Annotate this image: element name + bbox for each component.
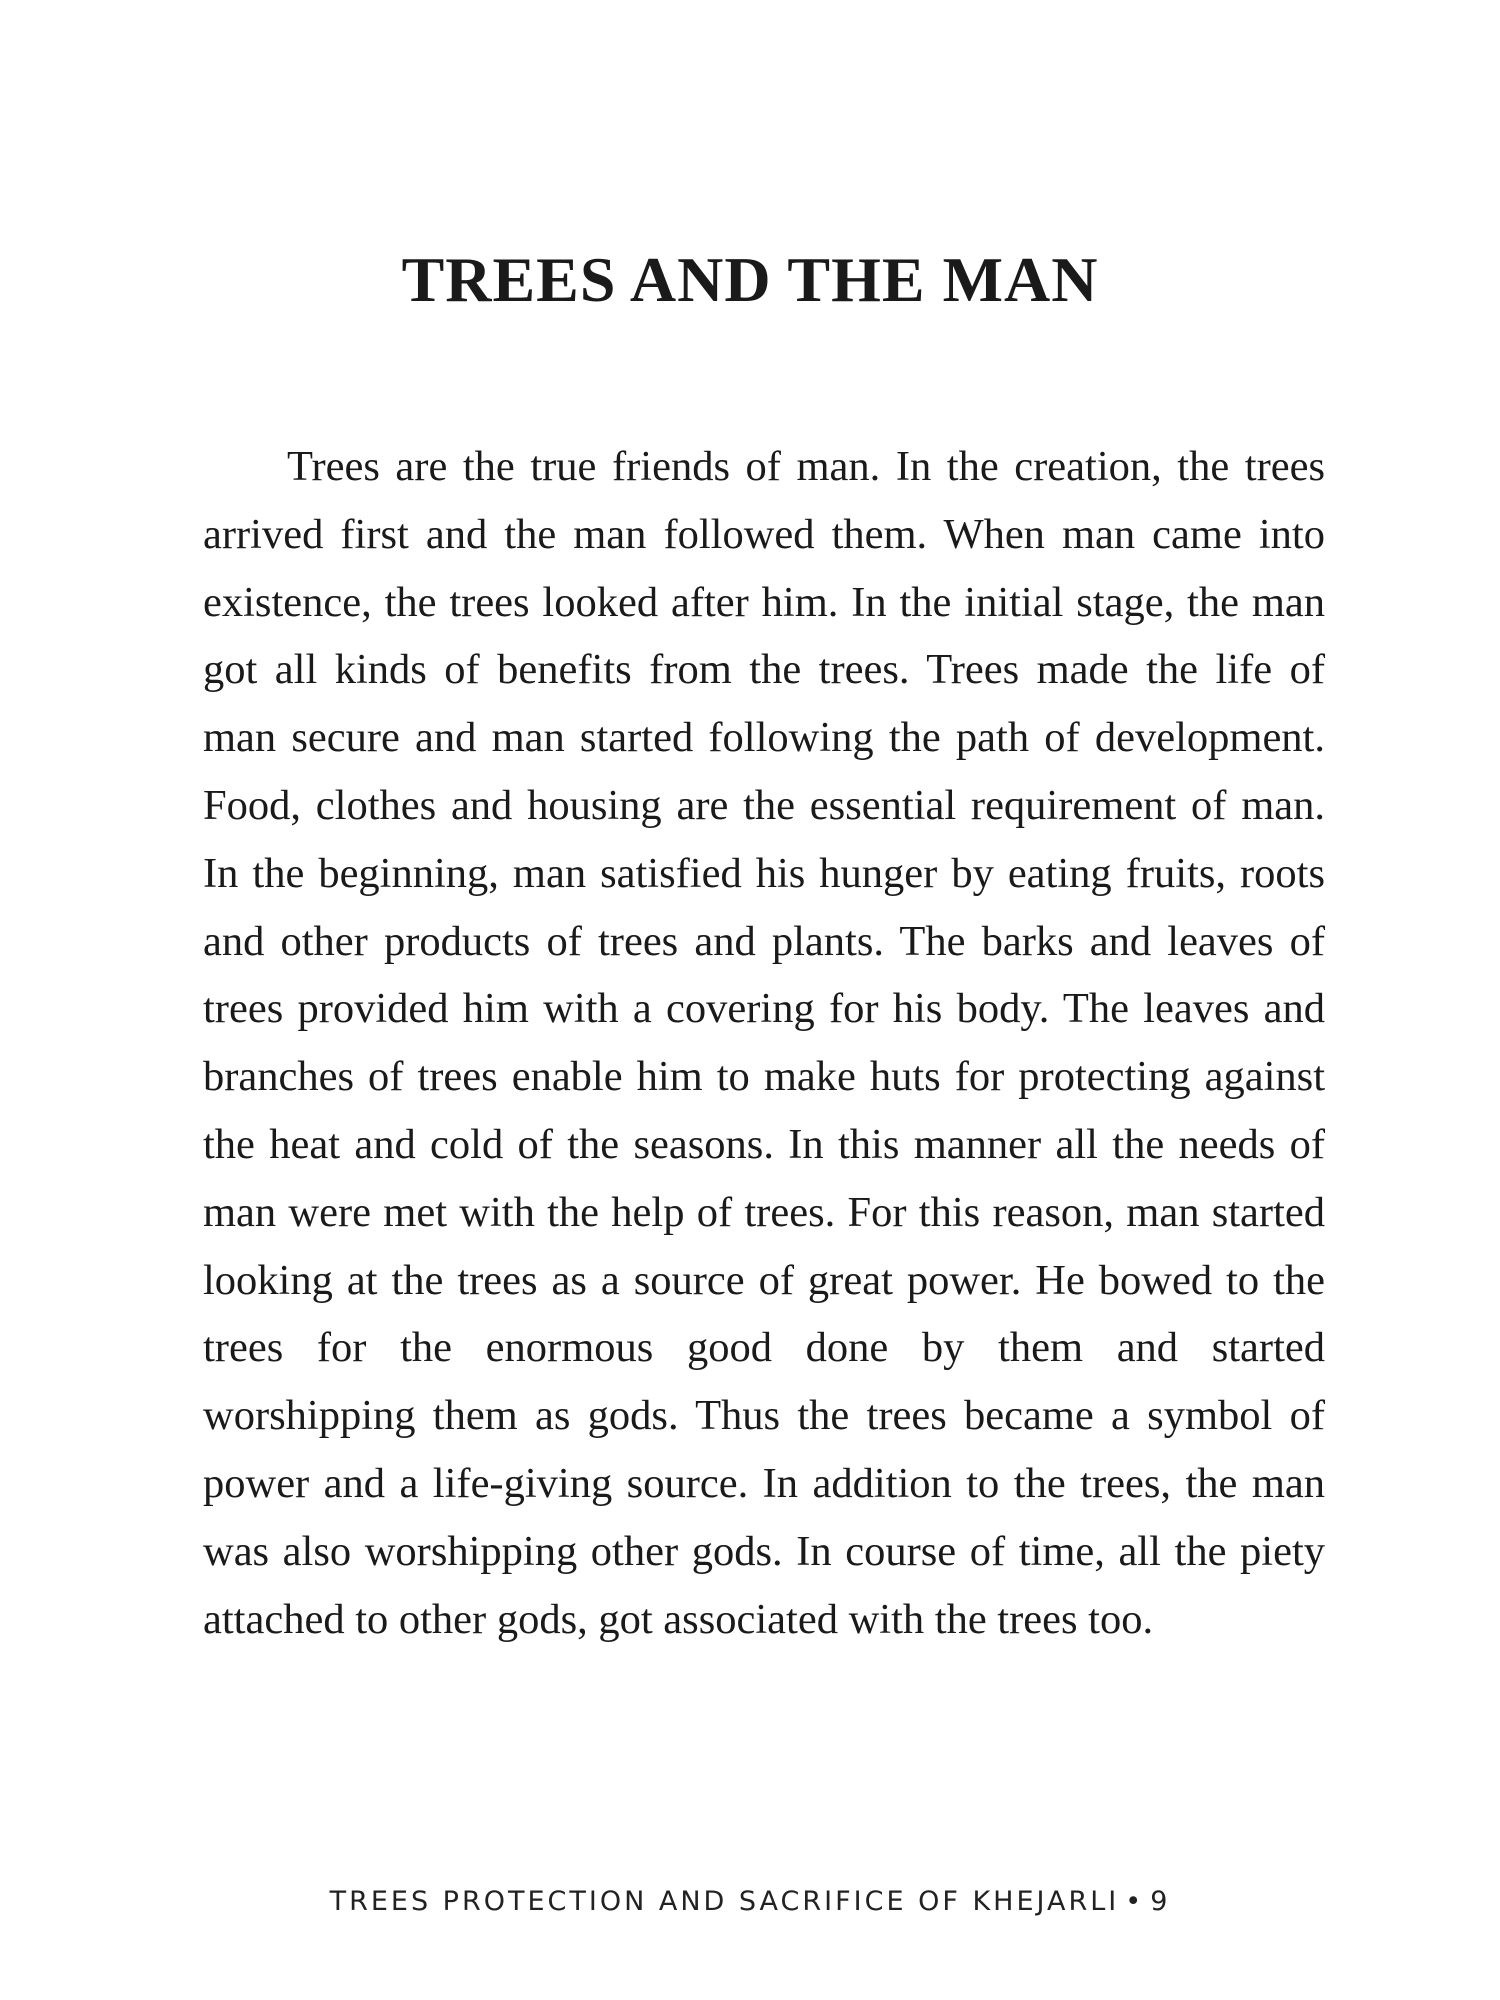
page-number: 9 — [1150, 1886, 1171, 1917]
body-paragraph: Trees are the true friends of man. In the creation, the trees arrived first and the man followed them. When man came into existence, the trees looked after him. In the initial stage, the man got all kinds of benefits from the trees. Trees made the life of man secure and man started following the path of development. Food, clothes and housing are the essential requirement of man. In the beginning, man satisfied his hunger by eating fruits, roots and other products of trees and plants. The barks and leaves of trees provided him with a covering for his body. The leaves and branches of trees enable him to make huts for protecting against the heat and cold of the seasons. In this manner all the needs of man were met with the help of trees. For this reason, man started looking at the trees as a source of great power. He bowed to the trees for the enormous good done by them and started worshipping them as gods. Thus the trees became a symbol of power and a life-giving source. In addition to the trees, the man was also worshipping other gods. In course of time, all the piety attached to other gods, got associated with the trees too. — [203, 443, 1325, 1643]
chapter-title: TREES AND THE MAN — [401, 244, 1099, 315]
footer-book-title: TREES PROTECTION AND SACRIFICE OF KHEJARLI — [329, 1886, 1120, 1917]
footer-separator: • — [1125, 1886, 1145, 1917]
running-footer — [0, 1888, 1500, 1915]
